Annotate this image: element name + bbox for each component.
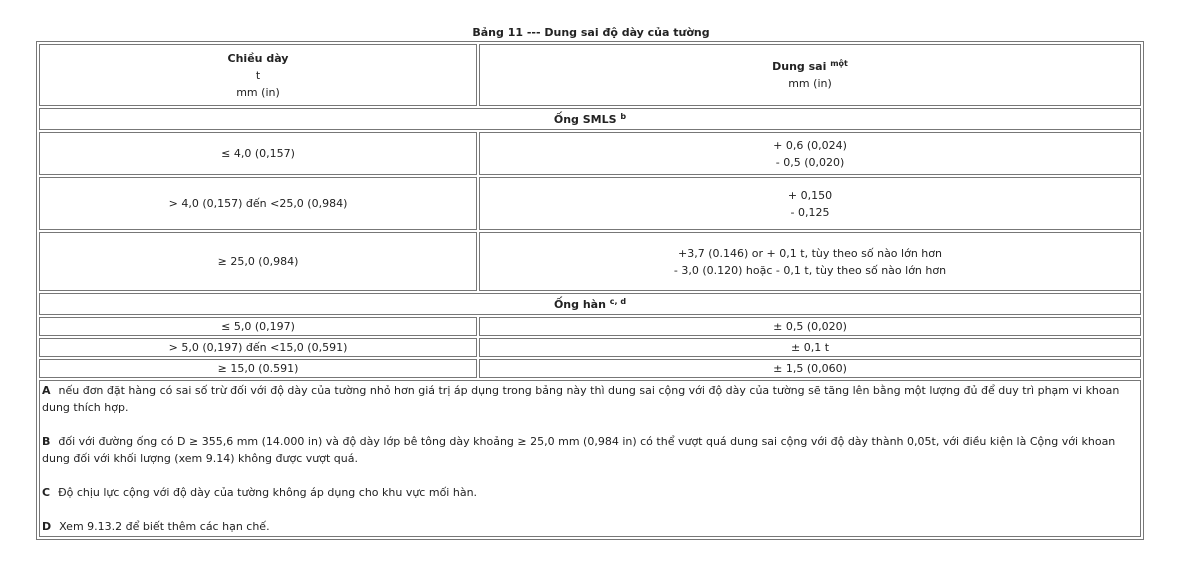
wall-thickness-tolerance-table xyxy=(36,41,1144,540)
tolerance-cell: ± 1,5 (0,060) xyxy=(479,359,1141,378)
section-smls-label: Ống SMLS xyxy=(553,112,617,126)
header-thickness xyxy=(39,44,477,106)
range-cell: ≥ 15,0 (0.591) xyxy=(39,359,477,378)
table-caption: Bảng 11 --- Dung sai độ dày của tường xyxy=(472,26,710,39)
range-cell: ≤ 4,0 (0,157) xyxy=(39,132,477,175)
footnote-text: Xem 9.13.2 để biết thêm các hạn chế. xyxy=(59,520,270,533)
table-row xyxy=(39,359,1141,378)
footnote-text: nếu đơn đặt hàng có sai số trừ đối với độ dày của tường nhỏ hơn giá trị áp dụng trong bảng này thì dung sai cộng với độ dày của tường sẽ tăng lên bằng một lượng đủ để duy trì phạm vi khoan dung thích hợp. xyxy=(42,384,1120,414)
footnote xyxy=(42,518,1138,535)
footnote-letter: C xyxy=(42,486,51,499)
range-cell: ≤ 5,0 (0,197) xyxy=(39,317,477,336)
footnote-letter: D xyxy=(42,520,52,533)
section-smls-sup: b xyxy=(620,111,627,121)
tolerance-line: +3,7 (0.146) or + 0,1 t, tùy theo số nào lớn hơn xyxy=(678,246,942,260)
section-smls-title xyxy=(39,108,1141,130)
header-thickness-unit: mm (in) xyxy=(236,85,280,99)
footnote xyxy=(42,484,1138,501)
tolerance-line: + 0,150 xyxy=(787,188,833,202)
table-row xyxy=(39,132,1141,175)
section-welded-title xyxy=(39,293,1141,315)
tolerance-line: - 0,5 (0,020) xyxy=(775,155,845,169)
section-welded-label: Ống hàn xyxy=(553,297,606,311)
notes-row xyxy=(39,380,1141,537)
footnote-letter: A xyxy=(42,384,51,397)
section-welded-sup: c, d xyxy=(609,296,627,306)
table-row xyxy=(39,177,1141,230)
header-tolerance-label: Dung sai xyxy=(772,60,827,73)
table-row xyxy=(39,338,1141,357)
tolerance-cell xyxy=(479,232,1141,291)
header-thickness-symbol: t xyxy=(255,68,261,82)
range-cell: > 4,0 (0,157) đến <25,0 (0,984) xyxy=(39,177,477,230)
section-title-row xyxy=(39,293,1141,315)
table-row xyxy=(39,232,1141,291)
header-thickness-title: Chiều dày xyxy=(227,51,289,65)
tolerance-cell: ± 0,1 t xyxy=(479,338,1141,357)
range-cell: ≥ 25,0 (0,984) xyxy=(39,232,477,291)
notes-cell xyxy=(39,380,1141,537)
footnote-letter: B xyxy=(42,435,51,448)
footnote-text: đối với đường ống có D ≥ 355,6 mm (14.000 in) và độ dày lớp bê tông dày khoảng ≥ 25,0 mm (0,984 in) có thể vượt quá dung sai cộng với độ dày thành 0,05t, với điều kiện là Cộng với khoan dung đối với khối lượng (xem 9.14) không được vượt quá. xyxy=(42,435,1116,465)
header-tolerance-unit: mm (in) xyxy=(788,77,832,90)
tolerance-line: - 3,0 (0.120) hoặc - 0,1 t, tùy theo số nào lớn hơn xyxy=(673,263,947,277)
tolerance-line: + 0,6 (0,024) xyxy=(773,138,847,152)
header-tolerance xyxy=(479,44,1141,106)
tolerance-cell xyxy=(479,132,1141,175)
header-tolerance-title xyxy=(484,58,1136,75)
footnote xyxy=(42,382,1138,416)
range-cell: > 5,0 (0,197) đến <15,0 (0,591) xyxy=(39,338,477,357)
table-row xyxy=(39,317,1141,336)
footnote xyxy=(42,433,1138,467)
tolerance-cell: ± 0,5 (0,020) xyxy=(479,317,1141,336)
header-row xyxy=(39,44,1141,106)
footnote-text: Độ chịu lực cộng với độ dày của tường không áp dụng cho khu vực mối hàn. xyxy=(58,486,478,499)
tolerance-cell xyxy=(479,177,1141,230)
section-title-row xyxy=(39,108,1141,130)
header-tolerance-sup: một xyxy=(830,59,848,68)
tolerance-line: - 0,125 xyxy=(790,205,830,219)
